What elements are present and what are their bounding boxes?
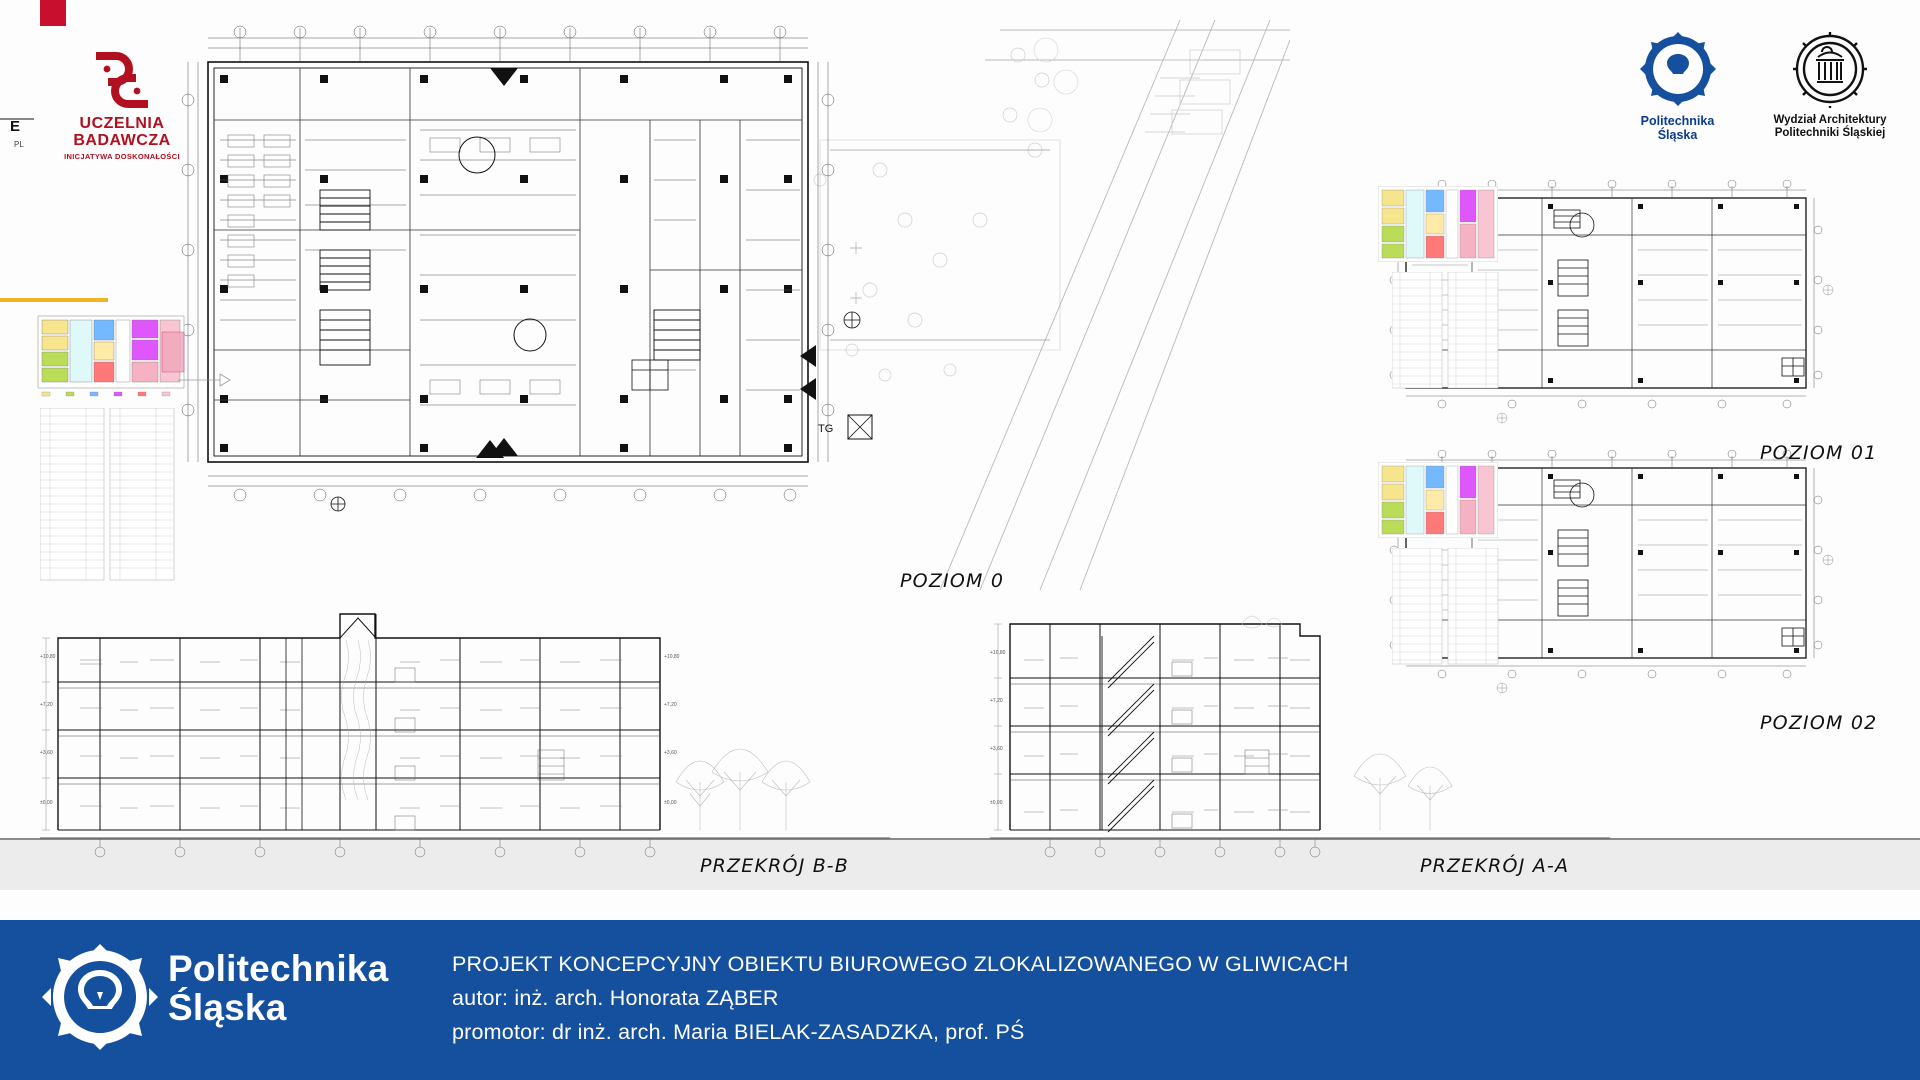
uczelnia-line3: INICJATYWA DOSKONAŁOŚCI (64, 151, 180, 161)
footer-bar (0, 920, 1920, 1080)
svg-text:+3,60: +3,60 (664, 750, 677, 756)
footer-wordmark-line2: Śląska (168, 986, 287, 1028)
yellow-rule-left (0, 298, 108, 302)
uczelnia-badawcza-mark-icon (90, 52, 154, 108)
uczelnia-line1: UCZELNIA (79, 115, 165, 132)
wydzial-gear-column-icon (1790, 30, 1870, 108)
project-supervisor: promotor: dr inż. arch. Maria BIELAK-ZASADZKA, prof. PŚ (452, 1019, 1025, 1044)
room-schedule-table-level01 (1392, 272, 1502, 392)
wa-logo-line1: Wydział Architektury (1773, 114, 1887, 126)
legend-connector (178, 366, 238, 396)
project-title: PROJEKT KONCEPCYJNY OBIEKTU BIUROWEGO ZLOKALIZOWANEGO W GLIWICACH (452, 952, 1349, 976)
svg-text:+10,80: +10,80 (40, 654, 56, 660)
wydzial-architektury-logo-top (1745, 30, 1915, 140)
section-aa-drawing (990, 600, 1610, 880)
section-bb-drawing (40, 600, 890, 880)
main-floor-plan-drawing (180, 20, 1290, 590)
politechnika-slaska-logo-top (1620, 30, 1735, 143)
mini-plan-level02-color (1378, 462, 1498, 538)
svg-text:±0,00: ±0,00 (40, 800, 53, 806)
footer-text-block (452, 948, 1349, 1050)
section-aa-caption: PRZEKRÓJ A-A (1420, 855, 1570, 877)
level-01-caption: POZIOM 01 (1760, 442, 1878, 464)
svg-text:+3,60: +3,60 (990, 746, 1003, 752)
level-02-caption: POZIOM 02 (1760, 712, 1878, 734)
svg-text:+7,20: +7,20 (664, 702, 677, 708)
side-letter-sub: PL (14, 140, 24, 149)
side-letter: E (10, 118, 21, 135)
svg-text:+10,80: +10,80 (990, 650, 1006, 656)
politechnika-slaska-footer-logo (40, 942, 160, 1052)
svg-text:+7,20: +7,20 (990, 698, 1003, 704)
ps-logo-line2: Śląska (1657, 128, 1698, 143)
site-marker-label: TG (818, 423, 834, 435)
red-corner-mark (40, 0, 66, 26)
footer-wordmark (168, 950, 388, 1028)
politechnika-gear-eagle-icon (1638, 30, 1718, 108)
mini-plan-color-level0 (36, 312, 186, 402)
svg-text:+7,20: +7,20 (40, 702, 53, 708)
mini-plan-level01-color (1378, 186, 1498, 262)
project-author: autor: inż. arch. Honorata ZĄBER (452, 985, 779, 1010)
uczelnia-badawcza-logo (52, 52, 192, 182)
footer-wordmark-line1: Politechnika (168, 948, 389, 989)
section-bb-caption: PRZEKRÓJ B-B (700, 855, 849, 877)
room-schedule-table-level0 (40, 408, 180, 588)
uczelnia-line2: BADAWCZA (73, 131, 171, 149)
svg-text:+3,60: +3,60 (40, 750, 53, 756)
svg-text:±0,00: ±0,00 (990, 800, 1003, 806)
main-plan-caption: POZIOM 0 (900, 570, 1005, 592)
svg-text:+10,80: +10,80 (664, 654, 680, 660)
wa-logo-line2: Politechniki Śląskiej (1774, 127, 1886, 140)
ps-logo-line1: Politechnika (1640, 114, 1715, 128)
svg-text:±0,00: ±0,00 (664, 800, 677, 806)
